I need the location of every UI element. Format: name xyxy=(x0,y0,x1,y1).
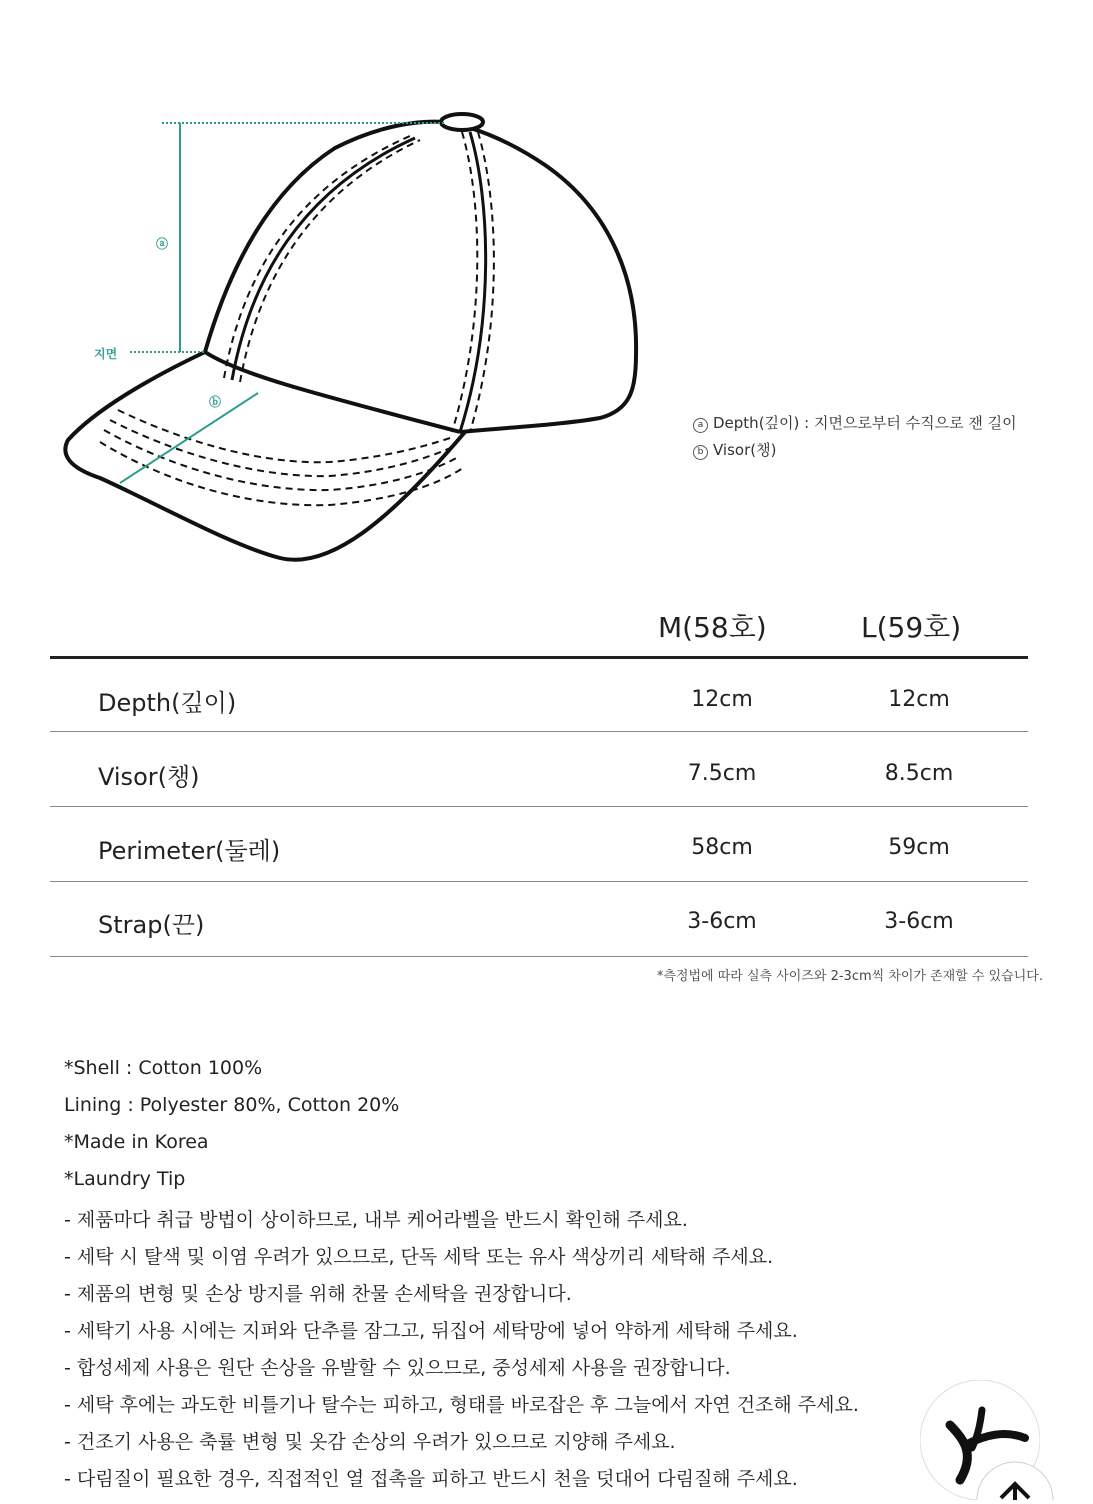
laundry-tip-item: - 세탁 시 탈색 및 이염 우려가 있으므로, 단독 세탁 또는 유사 색상끼리 세탁해 주세요. xyxy=(64,1246,774,1268)
laundry-tip-item: - 제품마다 취급 방법이 상이하므로, 내부 케어라벨을 반드시 확인해 주세요. xyxy=(64,1209,688,1231)
info-shell: *Shell : Cotton 100% xyxy=(64,1057,263,1079)
cell-depth-m: 12cm xyxy=(691,687,753,712)
table-top-rule xyxy=(50,656,1028,659)
info-origin: *Made in Korea xyxy=(64,1131,209,1153)
laundry-tip-item: - 다림질이 필요한 경우, 직접적인 열 접촉을 피하고 반드시 천을 덧대어 다림질해 주세요. xyxy=(64,1468,798,1490)
laundry-tip-item: - 합성세제 사용은 원단 손상을 유발할 수 있으므로, 중성세제 사용을 권장합니다. xyxy=(64,1357,731,1379)
row-label-perimeter: Perimeter(둘레) xyxy=(98,837,281,865)
table-bottom-rule xyxy=(50,956,1028,957)
cap-button xyxy=(441,114,483,130)
legend-visor xyxy=(693,439,776,460)
cell-visor-m: 7.5cm xyxy=(687,761,757,786)
marker-b-label: ⓑ xyxy=(209,395,222,409)
arrow-up-icon[interactable] xyxy=(975,1460,1055,1500)
row-label-visor: Visor(챙) xyxy=(98,763,200,791)
legend-mark-a: a xyxy=(693,418,708,433)
cell-strap-m: 3-6cm xyxy=(687,909,757,934)
size-header-m: M(58호) xyxy=(658,611,767,644)
table-divider xyxy=(50,806,1028,807)
legend-mark-b: b xyxy=(693,445,708,460)
legend-depth xyxy=(693,412,1017,433)
cell-perimeter-l: 59cm xyxy=(888,835,950,860)
cell-visor-l: 8.5cm xyxy=(884,761,954,786)
laundry-tip-item: - 제품의 변형 및 손상 방지를 위해 찬물 손세탁을 권장합니다. xyxy=(64,1283,572,1305)
cell-depth-l: 12cm xyxy=(888,687,950,712)
info-laundry-title: *Laundry Tip xyxy=(64,1168,186,1190)
laundry-tip-item: - 세탁 후에는 과도한 비틀기나 탈수는 피하고, 형태를 바로잡은 후 그늘에서 자연 건조해 주세요. xyxy=(64,1394,859,1416)
legend-visor-text: Visor(챙) xyxy=(713,441,777,459)
laundry-tip-item: - 건조기 사용은 축률 변형 및 옷감 손상의 우려가 있으므로 지양해 주세요. xyxy=(64,1431,676,1453)
table-divider xyxy=(50,881,1028,882)
size-header-l: L(59호) xyxy=(861,611,962,644)
laundry-tip-item: - 세탁기 사용 시에는 지퍼와 단추를 잠그고, 뒤집어 세탁망에 넣어 약하게 세탁해 주세요. xyxy=(64,1320,798,1342)
size-note: *측정법에 따라 실측 사이즈와 2-3cm씩 차이가 존재할 수 있습니다. xyxy=(656,969,1043,984)
row-label-depth: Depth(깊이) xyxy=(98,689,237,717)
cell-perimeter-m: 58cm xyxy=(691,835,753,860)
cell-strap-l: 3-6cm xyxy=(884,909,954,934)
legend-depth-text: Depth(깊이) : 지면으로부터 수직으로 잰 길이 xyxy=(713,414,1017,432)
cap-diagram xyxy=(0,0,1093,590)
info-lining: Lining : Polyester 80%, Cotton 20% xyxy=(64,1094,400,1116)
table-divider xyxy=(50,731,1028,732)
ground-label: 지면 xyxy=(94,347,118,361)
marker-a-label: ⓐ xyxy=(156,237,169,251)
cap-crown-outline xyxy=(205,122,636,432)
row-label-strap: Strap(끈) xyxy=(98,911,205,939)
